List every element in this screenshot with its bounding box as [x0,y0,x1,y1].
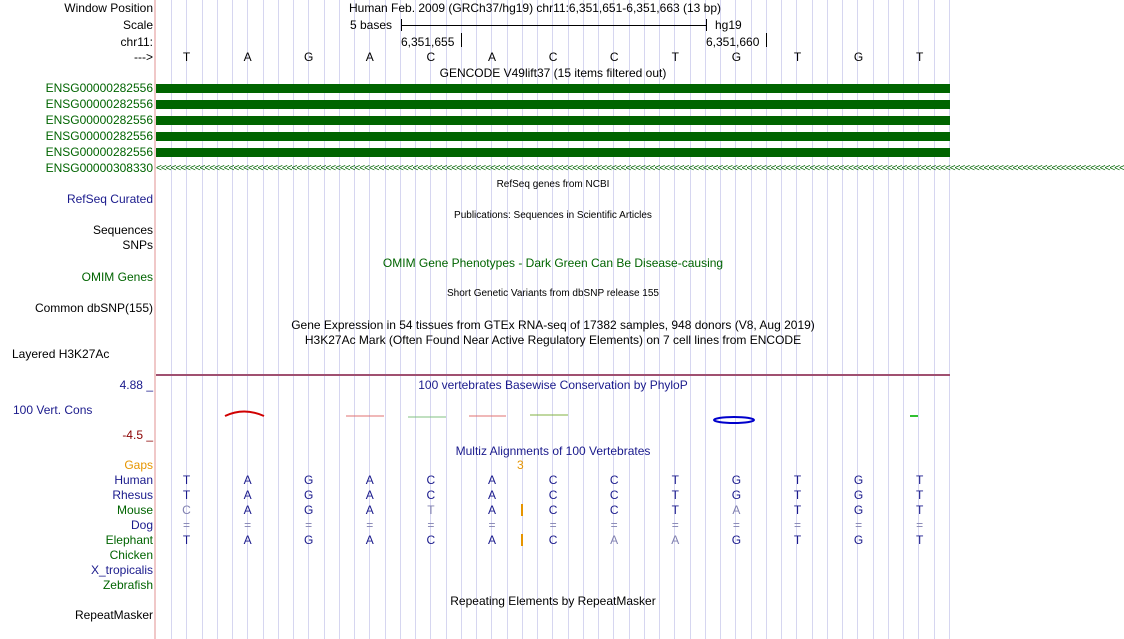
alignment-base: T [793,488,802,502]
coord-right-tick [766,33,767,47]
publications-title[interactable]: Publications: Sequences in Scientific Articles [454,210,652,221]
alignment-base: = [182,518,190,532]
alignment-base: T [916,473,924,487]
gaps-label: Gaps [124,458,153,472]
alignment-base: G [853,488,864,502]
alignment-base: = [732,518,740,532]
alignment-base: G [853,473,864,487]
refseq-label[interactable]: RefSeq Curated [66,192,153,206]
h3k27ac-baseline [156,374,950,376]
alignment-base: A [243,503,252,517]
omim-title[interactable]: OMIM Gene Phenotypes - Dark Green Can Be Disease-causing [382,256,724,270]
scale-label: Scale [122,18,153,32]
species-label[interactable]: Elephant [105,533,153,547]
alignment-base: T [671,488,679,502]
gencode-gene-label[interactable]: ENSG00000282556 [45,97,153,111]
alignment-base: A [365,473,374,487]
alignment-base: G [853,533,864,547]
snps-label[interactable]: SNPs [122,238,153,252]
gap-count: 3 [517,458,524,472]
alignment-base: C [548,533,558,547]
species-label[interactable]: Human [114,473,153,487]
reference-base: T [916,50,924,64]
gencode-title[interactable]: GENCODE V49lift37 (15 items filtered out) [439,66,667,80]
gencode-gene-label[interactable]: ENSG00000282556 [45,81,153,95]
alignment-base: C [548,488,558,502]
gene-feature-bar[interactable] [156,148,950,157]
alignment-base: T [793,473,802,487]
coord-left: 6,351,655 [401,35,455,49]
alignment-base: G [731,473,742,487]
alignment-base: = [610,518,618,532]
scale-bar-right-tick [706,19,707,31]
alignment-base: = [427,518,435,532]
gene-feature-bar[interactable] [156,100,950,109]
alignment-base: G [731,488,742,502]
species-label[interactable]: Rhesus [112,488,153,502]
gencode-gene-label[interactable]: ENSG00000282556 [45,145,153,159]
repeat-label[interactable]: RepeatMasker [74,608,153,622]
omim-label[interactable]: OMIM Genes [81,270,153,284]
alignment-base: T [182,473,191,487]
reference-base: A [487,50,496,64]
alignment-base: T [671,473,679,487]
alignment-base: = [793,518,801,532]
alignment-base: C [609,488,619,502]
alignment-base: G [731,533,742,547]
reference-base: G [304,50,314,64]
h3k27ac-title[interactable]: H3K27Ac Mark (Often Found Near Active Regulatory Elements) on 7 cell lines from ENCODE [304,333,802,347]
species-label[interactable]: Dog [130,518,153,532]
alignment-base: A [365,488,374,502]
cons-title[interactable]: 100 vertebrates Basewise Conservation by PhyloP [418,378,688,392]
dbsnp-title[interactable]: Short Genetic Variants from dbSNP release 155 [447,288,659,299]
coord-left-tick [461,33,462,47]
reference-base: C [609,50,619,64]
alignment-base: A [487,488,496,502]
cons-peak-red [225,412,264,417]
alignment-base: C [548,473,558,487]
alignment-base: A [243,533,252,547]
h3k27ac-label[interactable]: Layered H3K27Ac [12,347,110,361]
strand-label: ---> [134,50,153,64]
alignment-base: = [305,518,313,532]
alignment-base: A [487,533,496,547]
chrom-label: chr11: [120,35,153,49]
gene-feature-chevrons[interactable]: <<<<<<<<<<<<<<<<<<<<<<<<<<<<<<<<<<<<<<<<<<<<<<<<<<<<<<<<<<<<<<<<<<<<<<<<<<<<<<<<<<<<<<<<<<<<<<<<<<<<<<<<<<<<<<<<<<<<<<<<<<<<<<<<<<<<<<<<<<<<<<<<<<<<<<<<<<<<<<<<<<<<<<<<<<<<<<<<<<<<<<<<<<<<<<<<<<<<<<<< [156,163,1124,174]
gencode-gene-label[interactable]: ENSG00000282556 [45,129,153,143]
alignment-base: G [304,533,314,547]
scale-value: 5 bases [350,18,393,32]
alignment-base: T [916,503,924,517]
species-label[interactable]: Mouse [116,503,153,517]
reference-base: C [548,50,558,64]
alignment-base: G [304,488,314,502]
gene-feature-bar[interactable] [156,84,950,93]
alignment-base: A [365,503,374,517]
alignment-base: C [548,503,558,517]
species-label[interactable]: Chicken [109,548,153,562]
alignment-base: G [304,503,314,517]
refseq-title[interactable]: RefSeq genes from NCBI [496,179,610,190]
alignment-base: = [244,518,252,532]
alignment-base: T [182,533,191,547]
alignment-base: C [609,503,619,517]
assembly-position[interactable]: Human Feb. 2009 (GRCh37/hg19) chr11:6,351,651-6,351,663 (13 bp) [349,1,722,15]
alignment-base: T [671,503,679,517]
alignment-base: C [426,473,436,487]
reference-base: T [182,50,191,64]
repeat-title[interactable]: Repeating Elements by RepeatMasker [450,594,656,608]
alignment-base: = [671,518,679,532]
alignment-base: = [916,518,924,532]
scale-bar [401,25,707,26]
reference-base: G [731,50,742,64]
species-label[interactable]: Zebrafish [102,578,153,592]
alignment-base: G [853,503,864,517]
sequences-label[interactable]: Sequences [92,223,153,237]
alignment-base: T [793,533,802,547]
alignment-base: T [793,503,802,517]
gene-feature-bar[interactable] [156,116,950,125]
alignment-base: = [488,518,496,532]
alignment-base: G [304,473,314,487]
alignment-base: A [243,488,252,502]
gencode-gene-label[interactable]: ENSG00000308330 [45,161,153,175]
gtex-title[interactable]: Gene Expression in 54 tissues from GTEx RNA-seq of 17382 samples, 948 donors (V8, Aug 2019) [291,318,815,332]
multiz-title[interactable]: Multiz Alignments of 100 Vertebrates [455,444,651,458]
alignment-base: C [426,488,436,502]
alignment-base: = [549,518,557,532]
reference-base: C [426,50,436,64]
alignment-base: = [366,518,374,532]
species-label[interactable]: X_tropicalis [90,563,153,577]
cons-min: -4.5 _ [122,428,153,442]
dbsnp-label[interactable]: Common dbSNP(155) [34,301,153,315]
scale-db: hg19 [715,18,742,32]
alignment-base: T [182,488,191,502]
cons-plot [156,404,950,428]
coord-right: 6,351,660 [706,35,760,49]
gene-feature-bar[interactable] [156,132,950,141]
gencode-gene-label[interactable]: ENSG00000282556 [45,113,153,127]
reference-base: G [853,50,864,64]
alignment-base: A [243,473,252,487]
cons-peak-blue [714,417,754,423]
alignment-base: A [487,473,496,487]
alignment-base: A [365,533,374,547]
alignment-base: C [609,473,619,487]
alignment-base: T [916,488,924,502]
reference-base: A [365,50,374,64]
cons-max: 4.88 _ [119,378,153,392]
insertion-marker [521,504,523,516]
reference-base: T [793,50,802,64]
alignment-base: A [732,503,741,517]
alignment-base: A [671,533,680,547]
insertion-marker [521,534,523,546]
window-position-label: Window Position [64,1,153,15]
reference-base: T [671,50,679,64]
scale-bar-left-tick [401,19,402,31]
alignment-base: C [426,533,436,547]
alignment-base: T [916,533,924,547]
alignment-base: A [487,503,496,517]
alignment-base: A [610,533,619,547]
alignment-base: T [427,503,435,517]
alignment-base: C [182,503,191,517]
alignment-base: = [855,518,863,532]
reference-base: A [243,50,252,64]
cons-label[interactable]: 100 Vert. Cons [13,403,93,417]
